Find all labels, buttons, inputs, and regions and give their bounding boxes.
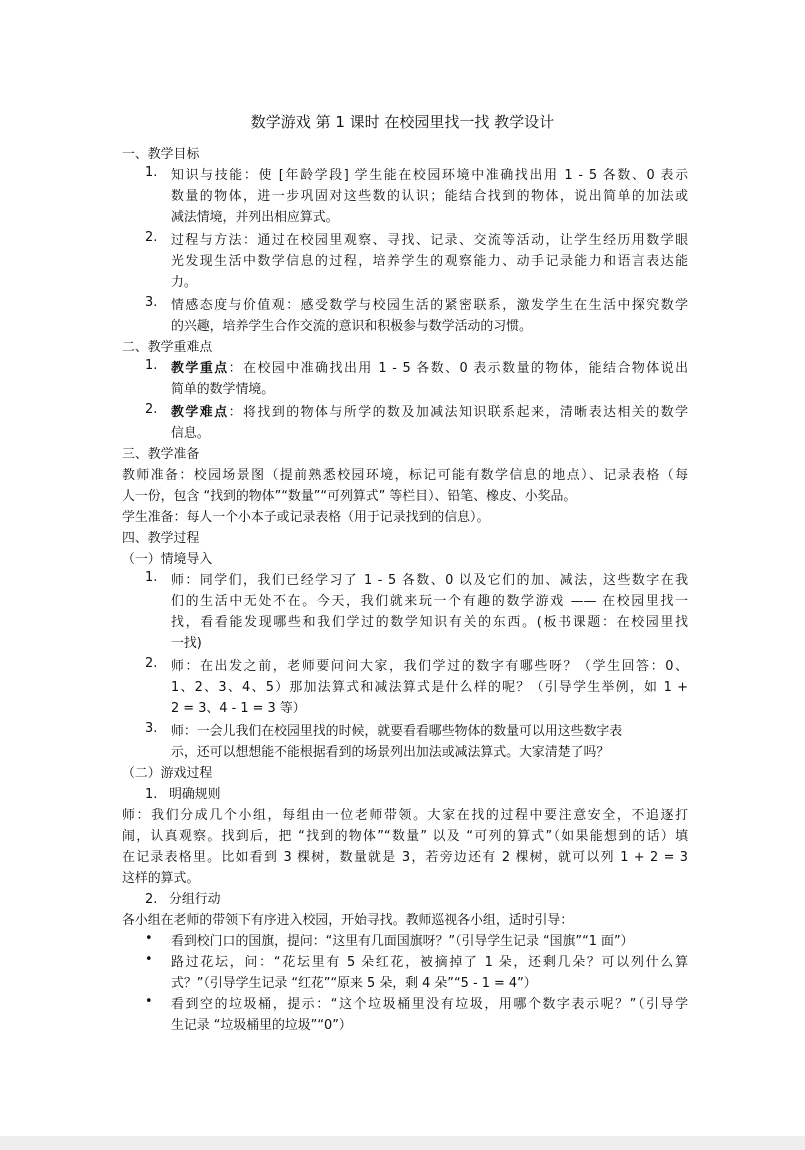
step-heading bbox=[122, 889, 688, 910]
text-line: 人一份，包含 “找到的物体”“数量”“可列算式” 等栏目）、铅笔、橡皮、小奖品。 bbox=[122, 489, 577, 504]
bullet-item bbox=[122, 952, 688, 994]
list-number: 1. bbox=[145, 787, 158, 802]
text-line: 师：一会儿我们在校园里找的时候，就要看看哪些物体的数量可以用这些数字表 bbox=[171, 724, 623, 739]
text-line: 1、2、3、4、5）那加法算式和减法算式是什么样的呢？（引导学生举例，如 1 + bbox=[171, 680, 688, 695]
document-title: 数学游戏 第 1 课时 在校园里找一找 教学设计 bbox=[250, 113, 555, 131]
section-heading: 一、教学目标 bbox=[122, 147, 200, 162]
text-line: 这样的算式。 bbox=[122, 871, 200, 886]
text-line: 示，还可以想想能不能根据看到的场景列出加法或减法算式。大家清楚了吗？ bbox=[171, 745, 610, 760]
text-line: 信息。 bbox=[171, 426, 210, 441]
text-line: 看到校门口的国旗，提问：“这里有几面国旗呀？”（引导学生记录 “国旗”“1 面”） bbox=[171, 934, 634, 949]
bold-label: 教学重点 bbox=[171, 361, 229, 376]
text-line: 闹，认真观察。找到后，把 “找到的物体”“数量” 以及 “可列的算式”（如果能想到的话）填 bbox=[122, 829, 688, 844]
step-title: 分组行动 bbox=[169, 892, 221, 907]
text-line: 知识与技能：使 [年龄学段] 学生能在校园环境中准确找出用 1 - 5 各数、0 表示 bbox=[171, 168, 688, 183]
text-line: 数量的物体，进一步巩固对这些数的认识；能结合找到的物体，说出简单的加法或 bbox=[171, 189, 688, 204]
text-line: 师：同学们，我们已经学习了 1 - 5 各数、0 以及它们的加、减法，这些数字在我 bbox=[171, 573, 688, 588]
list-number: 2. bbox=[145, 892, 158, 907]
text-line: 看到空的垃圾桶，提示：“这个垃圾桶里没有垃圾，用哪个数字表示呢？”（引导学 bbox=[171, 997, 688, 1012]
list-item bbox=[122, 165, 688, 228]
text-line: 简单的数学情境。 bbox=[171, 382, 275, 397]
text-line: 力。 bbox=[171, 275, 197, 290]
list-number: 1. bbox=[145, 358, 158, 373]
list-number: 3. bbox=[145, 295, 158, 310]
section-heading: 三、教学准备 bbox=[122, 447, 200, 462]
step-title: 明确规则 bbox=[169, 787, 221, 802]
text-line: 的兴趣，培养学生合作交流的意识和积极参与数学活动的习惯。 bbox=[171, 319, 532, 334]
bullet-icon: • bbox=[145, 994, 153, 1009]
text-line: 师：在出发之前，老师要问问大家，我们学过的数字有哪些呀？（学生回答：0、 bbox=[171, 659, 688, 674]
text-line: 生记录 “垃圾桶里的垃圾”“0”） bbox=[171, 1018, 352, 1033]
text-line: 过程与方法：通过在校园里观察、寻找、记录、交流等活动，让学生经历用数学眼 bbox=[171, 233, 688, 248]
bullet-icon: • bbox=[145, 931, 153, 946]
text-line: 路过花坛，问：“花坛里有 5 朵红花，被摘掉了 1 朵，还剩几朵？可以列什么算 bbox=[171, 955, 688, 970]
list-number: 2. bbox=[145, 402, 158, 417]
text-span: ：在校园中准确找出用 1 - 5 各数、0 表示数量的物体，能结合物体说出 bbox=[228, 361, 688, 376]
text-line: 师：我们分成几个小组，每组由一位老师带领。大家在找的过程中要注意安全，不追逐打 bbox=[122, 808, 688, 823]
bullet-item bbox=[122, 994, 688, 1036]
list-item bbox=[122, 295, 688, 337]
page-bottom-strip bbox=[0, 1136, 805, 1150]
text-line: 教师准备：校园场景图（提前熟悉校园环境，标记可能有数学信息的地点）、记录表格（每 bbox=[122, 468, 688, 483]
list-number: 3. bbox=[145, 721, 158, 736]
list-item bbox=[122, 721, 688, 763]
bold-label: 教学难点 bbox=[171, 405, 229, 420]
text-line: 们的生活中无处不在。今天，我们就来玩一个有趣的数学游戏 —— 在校园里找一 bbox=[171, 594, 688, 609]
section-heading: 四、教学过程 bbox=[122, 531, 200, 546]
text-line bbox=[171, 358, 688, 379]
text-line: 学生准备：每人一个小本子或记录表格（用于记录找到的信息）。 bbox=[122, 510, 490, 525]
list-number: 1. bbox=[145, 165, 158, 180]
list-item bbox=[122, 570, 688, 654]
section-heading: 二、教学重难点 bbox=[122, 340, 213, 355]
list-number: 2. bbox=[145, 230, 158, 245]
bullet-icon: • bbox=[145, 952, 153, 967]
list-item bbox=[122, 230, 688, 293]
document-body bbox=[122, 144, 688, 1036]
text-span: ：将找到的物体与所学的数及加减法知识联系起来，清晰表达相关的数学 bbox=[228, 405, 688, 420]
subsection-heading: （一）情境导入 bbox=[122, 552, 213, 567]
list-item bbox=[122, 656, 688, 719]
text-line: 各小组在老师的带领下有序进入校园，开始寻找。教师巡视各小组，适时引导： bbox=[122, 913, 574, 928]
list-number: 2. bbox=[145, 656, 158, 671]
list-number: 1. bbox=[145, 570, 158, 585]
bullet-item bbox=[122, 931, 688, 952]
text-line: 在记录表格里。比如看到 3 棵树，数量就是 3，若旁边还有 2 棵树，就可以列 1 + 2 = 3 bbox=[122, 850, 688, 865]
text-line: 2 = 3、4 - 1 = 3 等） bbox=[171, 701, 306, 716]
text-line: 找，看看能发现哪些和我们学过的数学知识有关的东西。(板书课题：在校园里找 bbox=[171, 615, 688, 630]
text-line: 光发现生活中数学信息的过程，培养学生的观察能力、动手记录能力和语言表达能 bbox=[171, 254, 688, 269]
text-line: 式？”（引导学生记录 “红花”“原来 5 朵，剩 4 朵”“5 - 1 = 4”） bbox=[171, 976, 537, 991]
text-line: 一找) bbox=[171, 636, 202, 651]
list-item bbox=[122, 402, 688, 444]
text-line bbox=[171, 402, 688, 423]
text-line: 减法情境，并列出相应算式。 bbox=[171, 210, 339, 225]
text-line: 情感态度与价值观：感受数学与校园生活的紧密联系，激发学生在生活中探究数学 bbox=[171, 298, 688, 313]
subsection-heading: （二）游戏过程 bbox=[122, 766, 213, 781]
step-heading bbox=[122, 784, 688, 805]
list-item bbox=[122, 358, 688, 400]
